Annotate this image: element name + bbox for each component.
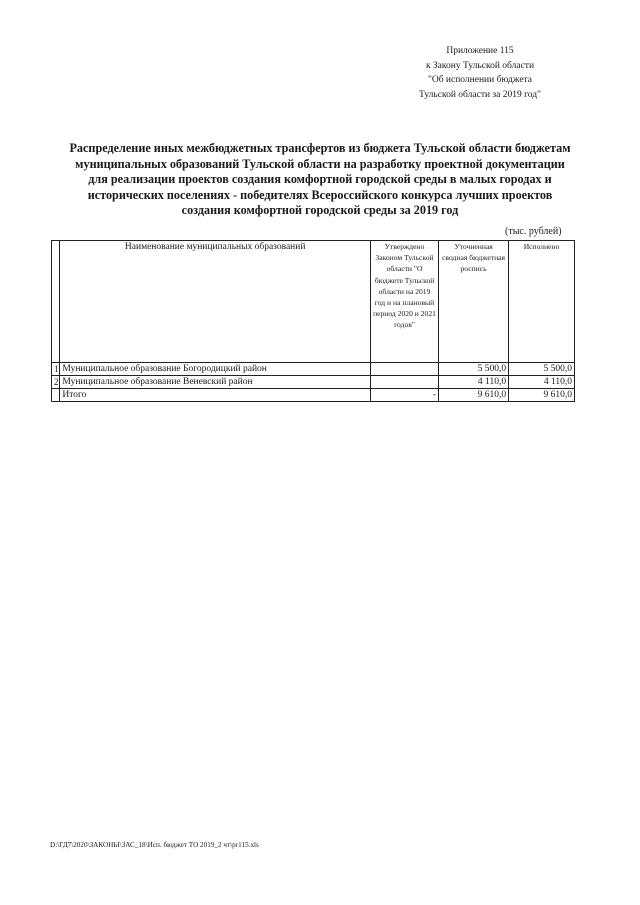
title-line: Распределение иных межбюджетных трансфертов из бюджета Тульской области бюджетам [69,141,571,155]
title-line: исторических поселениях - победителях Всероссийского конкурса лучших проектов [87,187,553,202]
row-name: Муниципальное образование Веневский район [60,376,371,389]
appendix-line: к Закону Тульской области [425,60,535,71]
row-executed: 4 110,0 [509,376,575,389]
table-row [52,363,575,376]
title-line: создания комфортной городской среды за 2019 год [181,203,459,217]
row-number: 1 [52,363,60,376]
row-approved [371,376,439,389]
table-header-row [52,241,575,363]
document-title [40,141,600,219]
header-name: Наименование муниципальных образований [60,241,371,363]
row-approved [371,363,439,376]
row-executed: 5 500,0 [509,363,575,376]
header-refined: Уточненная сводная бюджетная роспись [439,241,509,363]
header-num-cell [52,241,60,363]
header-executed: Исполнено [509,241,575,363]
total-approved: - [371,389,439,402]
appendix-line: Приложение 115 [446,46,514,56]
transfers-table [51,240,575,402]
header-approved: Утверждено Законом Тульской области "О бюджете Тульской области на 2019 год и на плановый период 2020 и 2021 годов" [371,241,439,363]
appendix-line: "Об исполнении бюджета [427,75,533,85]
appendix-line: Тульской области за 2019 год" [419,89,541,100]
total-row [52,389,575,402]
title-line: для реализации проектов создания комфортной городской среды в малых городах и [88,172,552,186]
title-line: муниципальных образований Тульской области на разработку проектной документации [75,156,565,171]
row-refined: 4 110,0 [439,376,509,389]
total-executed: 9 610,0 [509,389,575,402]
row-refined: 5 500,0 [439,363,509,376]
units-label: (тыс. рублей) [505,226,562,237]
row-number: 2 [52,376,60,389]
appendix-note [370,44,590,102]
table-row [52,376,575,389]
total-number [52,389,60,402]
file-path-footer: D:\ГД7\2020\ЗАКОНЫ\ЗАС_18\Исп. бюджет ТО 2019_2 чт\pr115.xls [50,841,259,849]
row-name: Муниципальное образование Богородицкий район [60,363,371,376]
total-label: Итого [60,389,371,402]
total-refined: 9 610,0 [439,389,509,402]
